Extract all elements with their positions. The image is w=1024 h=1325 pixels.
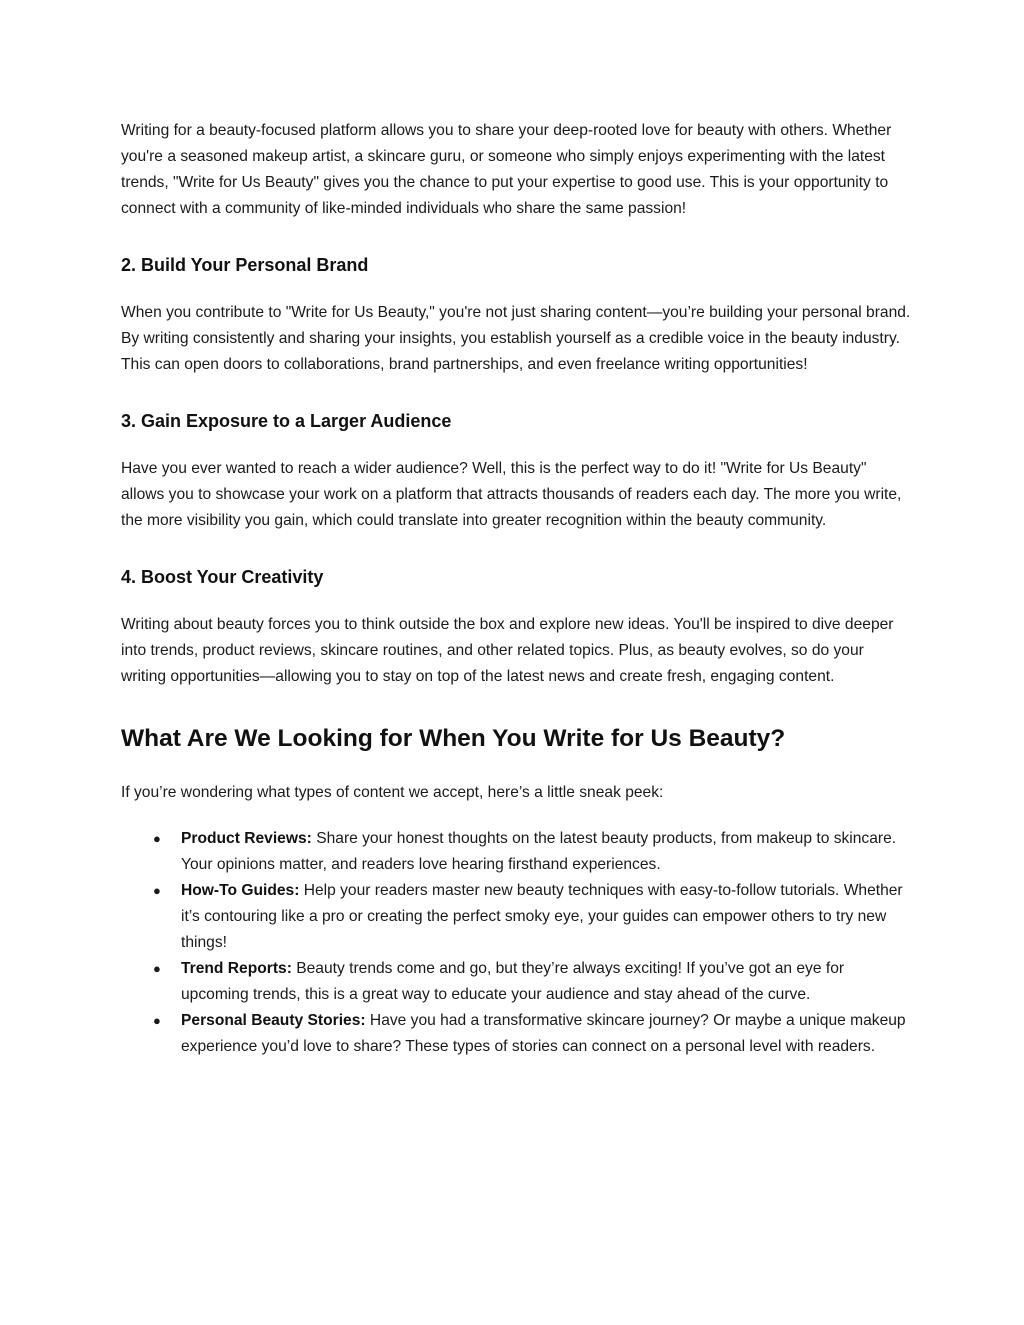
list-item-text: Have you had a transformative skincare journey? Or maybe a unique makeup experience you’d love to share? These types of stories can connect on a personal level with readers.: [181, 1012, 906, 1055]
main-heading: What Are We Looking for When You Write for Us Beauty?: [121, 725, 786, 752]
content-types-list: [121, 826, 911, 1060]
list-item-term: Product Reviews:: [181, 830, 312, 847]
section-2-heading: 2. Build Your Personal Brand: [121, 255, 369, 275]
section-4-body: Writing about beauty forces you to think outside the box and explore new ideas. You'll be inspired to dive deeper into trends, product reviews, skincare routines, and other related topics. Plus, as beauty evolves, so do your writing opportunities—allowing you to stay on top of the latest news and create fresh, engaging content.: [121, 616, 894, 685]
list-item: [121, 878, 911, 956]
section-3-body: Have you ever wanted to reach a wider audience? Well, this is the perfect way to do it! "Write for Us Beauty" allows you to showcase your work on a platform that attracts thousands of readers each day. The more you write, the more visibility you gain, which could translate into greater recognition within the beauty community.: [121, 460, 902, 529]
list-item-term: Personal Beauty Stories:: [181, 1012, 366, 1029]
list-item-term: Trend Reports:: [181, 960, 292, 977]
list-item-term: How-To Guides:: [181, 882, 300, 899]
list-item-text: Help your readers master new beauty techniques with easy-to-follow tutorials. Whether it’s contouring like a pro or creating the perfect smoky eye, your guides can empower others to try new things!: [181, 882, 903, 951]
list-item: [121, 826, 911, 878]
list-item-text: Share your honest thoughts on the latest beauty products, from makeup to skincare. Your opinions matter, and readers love hearing firsthand experiences.: [181, 830, 897, 873]
bullet-icon: ●: [153, 831, 161, 846]
bullet-icon: ●: [153, 883, 161, 898]
bullet-icon: ●: [153, 1013, 161, 1028]
list-item: [121, 1008, 911, 1060]
section-2-body: When you contribute to "Write for Us Beauty," you're not just sharing content—you’re building your personal brand. By writing consistently and sharing your insights, you establish yourself as a credible voice in the beauty industry. This can open doors to collaborations, brand partnerships, and even freelance writing opportunities!: [121, 304, 911, 373]
document-page: [121, 118, 911, 1060]
intro-paragraph: Writing for a beauty-focused platform allows you to share your deep-rooted love for beauty with others. Whether you're a seasoned makeup artist, a skincare guru, or someone who simply enjoys experimenting with the latest trends, "Write for Us Beauty" gives you the chance to put your expertise to good use. This is your opportunity to connect with a community of like-minded individuals who share the same passion!: [121, 122, 892, 217]
list-item: [121, 956, 911, 1008]
bullet-icon: ●: [153, 961, 161, 976]
list-item-text: Beauty trends come and go, but they’re always exciting! If you’ve got an eye for upcoming trends, this is a great way to educate your audience and stay ahead of the curve.: [181, 960, 845, 1003]
lead-in-paragraph: If you’re wondering what types of content we accept, here’s a little sneak peek:: [121, 784, 664, 801]
section-3-heading: 3. Gain Exposure to a Larger Audience: [121, 411, 452, 431]
section-4-heading: 4. Boost Your Creativity: [121, 567, 324, 587]
